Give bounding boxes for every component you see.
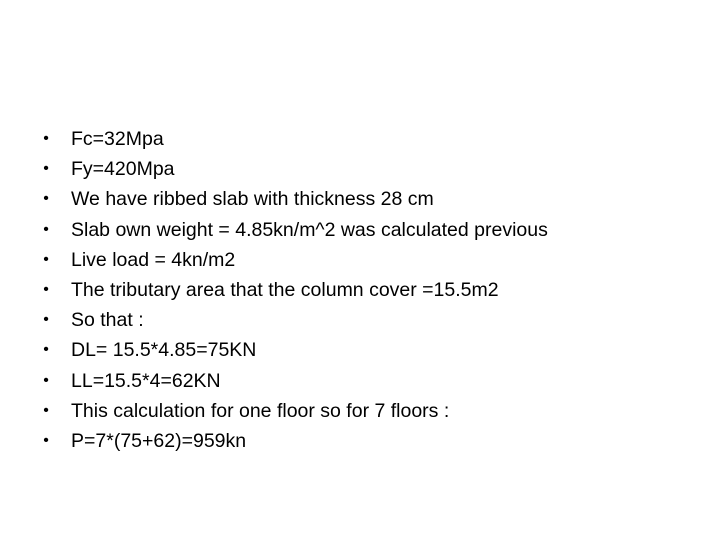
bullet-marker: • [43,250,49,268]
bullet-text: Slab own weight = 4.85kn/m^2 was calculated previous [71,218,548,241]
bullet-item-live-load-total [40,366,700,396]
bullet-item-live-load [40,245,700,275]
bullet-text: Fy=420Mpa [71,158,175,181]
bullet-marker: • [43,401,49,419]
bullet-text: We have ribbed slab with thickness 28 cm [71,188,434,211]
bullet-text: DL= 15.5*4.85=75KN [71,339,257,362]
bullet-item-total-load [40,426,700,456]
bullet-item-so-that [40,305,700,335]
bullet-text: Live load = 4kn/m2 [71,248,236,271]
bullet-item-floors-note [40,396,700,426]
bullet-text: P=7*(75+62)=959kn [71,429,247,452]
bullet-list [40,124,700,456]
bullet-marker: • [43,280,49,298]
bullet-text: This calculation for one floor so for 7 floors : [71,399,450,422]
bullet-item-slab-thickness [40,184,700,214]
bullet-marker: • [43,160,49,178]
bullet-marker: • [43,371,49,389]
bullet-text: LL=15.5*4=62KN [71,369,221,392]
bullet-text: Fc=32Mpa [71,128,164,150]
bullet-marker: • [43,130,49,147]
bullet-item-fy [40,154,700,184]
bullet-marker: • [43,311,49,329]
bullet-marker: • [43,220,49,238]
bullet-text: So that : [71,309,144,332]
bullet-item-dead-load [40,335,700,365]
bullet-item-fc [40,124,700,154]
bullet-item-slab-weight [40,215,700,245]
bullet-marker: • [43,431,49,449]
bullet-marker: • [43,341,49,359]
bullet-item-tributary-area [40,275,700,305]
bullet-marker: • [43,190,49,208]
bullet-text: The tributary area that the column cover =15.5m2 [71,278,499,301]
